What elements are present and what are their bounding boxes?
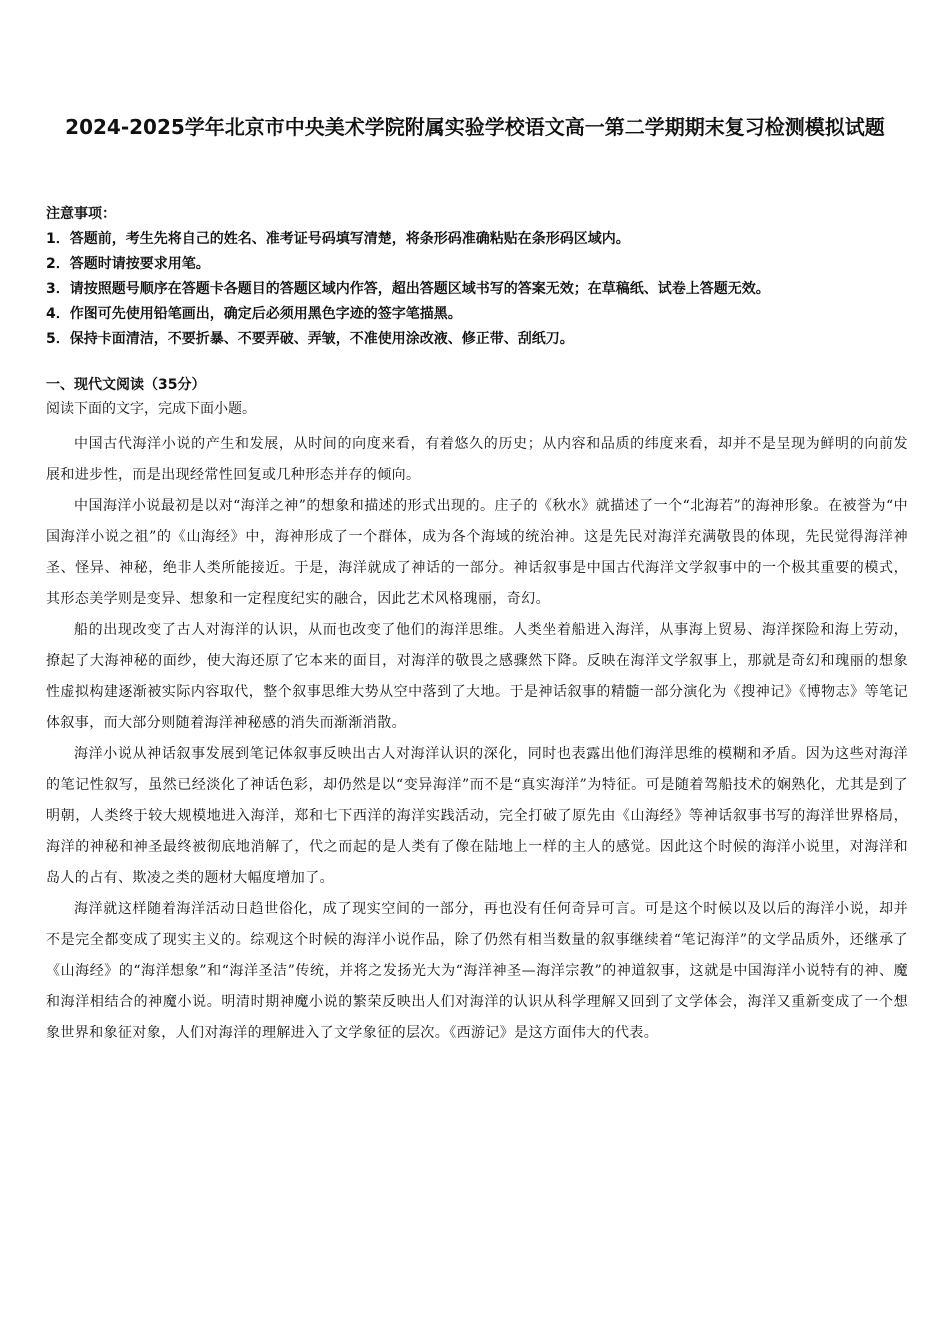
passage-paragraph: 海洋就这样随着海洋活动日趋世俗化，成了现实空间的一部分，再也没有任何奇异可言。可是这个时候以及以后的海洋小说，却并不是完全都变成了现实主义的。综观这个时候的海洋小说作品，除了仍然有相当数量的叙事继续着“笔记海洋”的文学品质外，还继承了《山海经》的“海洋想象”和“海洋圣洁”传统，并将之发扬光大为“海洋神圣—海洋宗教”的神道叙事，这就是中国海洋小说特有的神、魔和海洋相结合的神魔小说。明清时期神魔小说的繁荣反映出人们对海洋的认识从科学理解又回到了文学体会，海洋又重新变成了一个想象世界和象征对象，人们对海洋的理解进入了文学象征的层次。《西游记》是这方面伟大的代表。 [46,901,908,1041]
section-heading: 一、现代文阅读（35分） [46,377,206,393]
page-title: 2024-2025学年北京市中央美术学院附属实验学校语文高一第二学期期末复习检测模拟试题 [65,115,885,139]
passage-paragraph: 中国古代海洋小说的产生和发展，从时间的向度来看，有着悠久的历史；从内容和品质的纬度来看，却并不是呈现为鲜明的向前发展和进步性，而是出现经常性回复或几种形态并存的倾向。 [46,436,908,483]
notice-item: 2．答题时请按要求用笔。 [46,256,210,272]
reading-instruction: 阅读下面的文字，完成下面小题。 [46,401,256,417]
notice-item: 5．保持卡面清洁，不要折暴、不要弄破、弄皱，不准使用涂改液、修正带、刮纸刀。 [46,331,574,347]
notice-heading: 注意事项： [46,206,116,222]
passage-paragraph: 船的出现改变了古人对海洋的认识，从而也改变了他们的海洋思维。人类坐着船进入海洋，从事海上贸易、海洋探险和海上劳动，撩起了大海神秘的面纱，使大海还原了它本来的面目，对海洋的敬畏之感骤然下降。反映在海洋文学叙事上，那就是奇幻和瑰丽的想象性虚拟构建逐渐被实际内容取代，整个叙事思维大势从空中落到了大地。于是神话叙事的精髓一部分演化为《搜神记》《博物志》等笔记体叙事，而大部分则随着海洋神秘感的消失而渐渐消散。 [46,622,908,731]
passage-paragraph: 中国海洋小说最初是以对“海洋之神”的想象和描述的形式出现的。庄子的《秋水》就描述了一个“北海若”的海神形象。在被誉为“中国海洋小说之祖”的《山海经》中，海神形成了一个群体，成为各个海域的统治神。这是先民对海洋充满敬畏的体现，先民觉得海洋神圣、怪异、神秘，绝非人类所能接近。于是，海洋就成了神话的一部分。神话叙事是中国古代海洋文学叙事中的一个极其重要的模式，其形态美学则是变异、想象和一定程度纪实的融合，因此艺术风格瑰丽，奇幻。 [46,498,908,607]
passage-paragraph: 海洋小说从神话叙事发展到笔记体叙事反映出古人对海洋认识的深化，同时也表露出他们海洋思维的模糊和矛盾。因为这些对海洋的笔记性叙写，虽然已经淡化了神话色彩，却仍然是以“变异海洋”而不是“真实海洋”为特征。可是随着驾船技术的娴熟化，尤其是到了明朝，人类终于较大规模地进入海洋，郑和七下西洋的海洋实践活动，完全打破了原先由《山海经》等神话叙事书写的海洋世界格局，海洋的神秘和神圣最终被彻底地消解了，代之而起的是人类有了像在陆地上一样的主人的感觉。因此这个时候的海洋小说里，对海洋和岛人的占有、欺凌之类的题材大幅度增加了。 [46,746,908,886]
notice-item: 4．作图可先使用铅笔画出，确定后必须用黑色字迹的签字笔描黑。 [46,306,462,322]
notice-block [46,202,916,352]
notice-item: 1．答题前，考生先将自己的姓名、准考证号码填写清楚，将条形码准确粘贴在条形码区域内。 [46,231,630,247]
reading-passage [46,429,908,1049]
notice-item: 3．请按照题号顺序在答题卡各题目的答题区域内作答，超出答题区域书写的答案无效；在草稿纸、试卷上答题无效。 [46,281,770,297]
